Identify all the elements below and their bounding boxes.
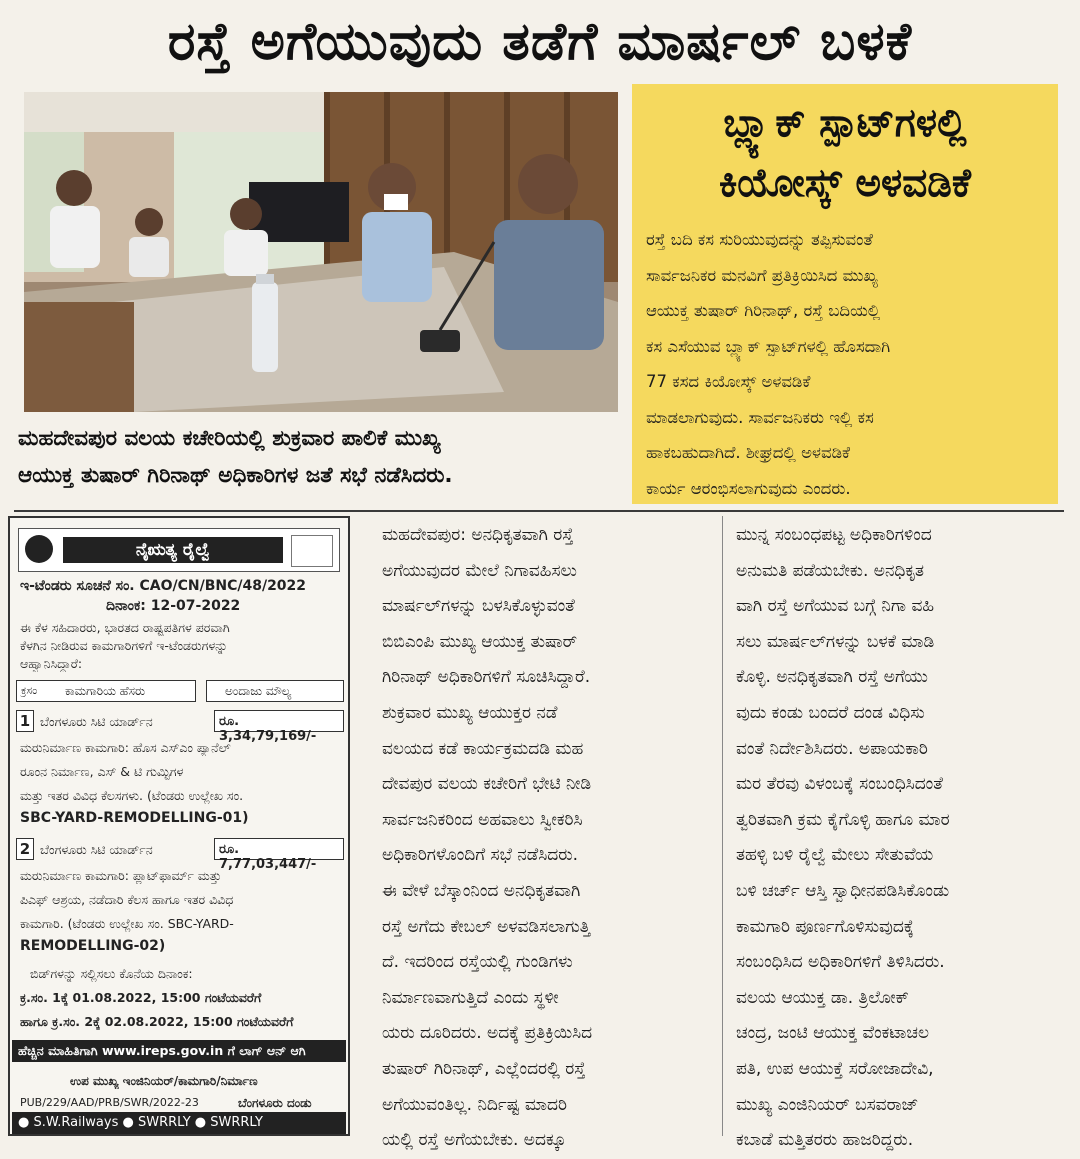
article-line: ದೆ. ಇದರಿಂದ ರಸ್ತೆಯಲ್ಲಿ ಗುಂಡಿಗಳು	[382, 952, 573, 973]
sidebar-body-line: ಸಾರ್ವಜನಿಕರ ಮನವಿಗೆ ಪ್ರತಿಕ್ರಿಯಿಸಿದ ಮುಖ್ಯ	[646, 265, 878, 285]
closing-line: ಹಾಗೂ ಕ್ರ.ಸಂ. 2ಕ್ಕೆ 02.08.2022, 15:00 ಗಂಟೆಯವರೆಗೆ	[20, 1014, 294, 1029]
article-line: ಬಿಬಿಎಂಪಿ ಮುಖ್ಯ ಆಯುಕ್ತ ತುಷಾರ್	[382, 631, 578, 652]
item-desc-line: ಮರುನಿರ್ಮಾಣ ಕಾಮಗಾರಿ: ಪ್ಲಾಟ್‌ಫಾರ್ಮ್ ಮತ್ತು	[20, 868, 222, 883]
article-line: ಕಾಮಗಾರಿ ಪೂರ್ಣಗೊಳಿಸುವುದಕ್ಕೆ	[736, 916, 914, 937]
sidebar-body-line: ರಸ್ತೆ ಬದಿ ಕಸ ಸುರಿಯುವುದನ್ನು ತಪ್ಪಿಸುವಂತೆ	[646, 230, 873, 249]
sidebar-heading-line: ಕಿಯೋಸ್ಕ್ ಅಳವಡಿಕೆ	[719, 161, 971, 206]
youtube-icon: ●	[194, 1115, 207, 1130]
article-line: ಗಿರಿನಾಥ್ ಅಧಿಕಾರಿಗಳಿಗೆ ಸೂಚಿಸಿದ್ದಾರೆ.	[382, 667, 591, 688]
item-name: ಬೆಂಗಳೂರು ಸಿಟಿ ಯಾರ್ಡ್‌ನ	[40, 842, 153, 857]
column-value-label: ಅಂದಾಜು ಮೌಲ್ಯ	[225, 684, 292, 698]
item-desc-line: ಕಾಮಗಾರಿ. (ಟೆಂಡರು ಉಲ್ಲೇಖ ಸಂ. SBC-YARD-	[20, 916, 234, 931]
article-line: ಚಂದ್ರ, ಜಂಟಿ ಆಯುಕ್ತ ವೆಂಕಟಾಚಲ	[736, 1023, 930, 1044]
item-reference: SBC-YARD-REMODELLING-01)	[20, 810, 249, 826]
article-line: ವಾಗಿ ರಸ್ತೆ ಅಗೆಯುವ ಬಗ್ಗೆ ನಿಗಾ ವಹಿ	[736, 596, 935, 617]
column-header-value	[206, 680, 344, 702]
sidebar-body-line: ಹಾಕಬಹುದಾಗಿದೆ. ಶೀಘ್ರದಲ್ಲಿ ಅಳವಡಿಕೆ	[646, 443, 851, 462]
railway-logo-icon	[25, 535, 53, 563]
social-handle: SWRRLY	[138, 1115, 191, 1130]
caption-line: ಮಹದೇವಪುರ ವಲಯ ಕಚೇರಿಯಲ್ಲಿ ಶುಕ್ರವಾರ ಪಾಲಿಕೆ ಮುಖ್ಯ	[18, 426, 441, 451]
tender-intro-line: ಕೆಳಗಿನ ನೀಡಿರುವ ಕಾಮಗಾರಿಗಳಿಗೆ ಇ-ಟೆಂಡರುಗಳನ್ನು	[20, 638, 228, 653]
article-line: ಕೊಳ್ಳಿ. ಅನಧಿಕೃತವಾಗಿ ರಸ್ತೆ ಅಗೆಯು	[736, 667, 928, 688]
article-line: ಈ ವೇಳೆ ಬೆಸ್ಕಾಂನಿಂದ ಅನಧಿಕೃತವಾಗಿ	[382, 880, 581, 901]
item-value: ರೂ. 7,77,03,447/-	[214, 838, 344, 860]
social-handle: S.W.Railways	[33, 1115, 119, 1130]
tender-intro-line: ಆಹ್ವಾನಿಸಿದ್ದಾರೆ:	[20, 656, 83, 671]
sidebar-heading	[632, 94, 1058, 214]
article-line: ತುಷಾರ್ ಗಿರಿನಾಥ್, ಎಲ್ಲೆಂದರಲ್ಲಿ ರಸ್ತೆ	[382, 1058, 586, 1079]
article-line: ನಿರ್ಮಾಣವಾಗುತ್ತಿದೆ ಎಂದು ಸ್ಥಳೀ	[382, 987, 559, 1008]
closing-line: ಕ್ರ.ಸಂ. 1ಕ್ಕೆ 01.08.2022, 15:00 ಗಂಟೆಯವರೆಗೆ	[20, 990, 262, 1005]
publication-ref: PUB/229/AAD/PRB/SWR/2022-23	[20, 1096, 199, 1109]
article-line: ದೇವಪುರ ವಲಯ ಕಚೇರಿಗೆ ಭೇಟಿ ನೀಡಿ	[382, 774, 592, 795]
more-info-bar: ಹೆಚ್ಚಿನ ಮಾಹಿತಿಗಾಗಿ www.ireps.gov.in ಗೆ ಲಾಗ್ ಆನ್ ಆಗಿ	[12, 1040, 346, 1062]
article-line: ಯರು ದೂರಿದರು. ಅದಕ್ಕೆ ಪ್ರತಿಕ್ರಿಯಿಸಿದ	[382, 1023, 593, 1044]
closing-line: ಬಿಡ್‌ಗಳನ್ನು ಸಲ್ಲಿಸಲು ಕೊನೆಯ ದಿನಾಂಕ:	[30, 966, 193, 981]
article-line: ಕಬಾಡೆ ಮತ್ತಿತರರು ಹಾಜರಿದ್ದರು.	[736, 1130, 914, 1151]
item-desc-line: ಪಿಎಫ್ ಆಶ್ರಯ, ನಡೆದಾರಿ ಕೆಲಸ ಹಾಗೂ ಇತರ ವಿವಿಧ	[20, 892, 234, 907]
article-line: ತಹಳ್ಳಿ ಬಳಿ ರೈಲ್ವೆ ಮೇಲು ಸೇತುವೆಯ	[736, 845, 934, 866]
article-line: ಯಲ್ಲಿ ರಸ್ತೆ ಅಗೆಯಬೇಕು. ಅದಕ್ಕೂ	[382, 1130, 567, 1151]
article-column-2	[736, 518, 1064, 1159]
signatory: ಉಪ ಮುಖ್ಯ ಇಂಜಿನಿಯರ್/ಕಾಮಗಾರಿ/ನಿರ್ಮಾಣ	[70, 1074, 258, 1088]
meeting-photo	[24, 92, 618, 412]
sidebar-body-line: ಕಸ ಎಸೆಯುವ ಬ್ಲ್ಯಾಕ್ ಸ್ಪಾಟ್‌ಗಳಲ್ಲಿ ಹೊಸದಾಗಿ	[646, 336, 891, 356]
tender-notice	[8, 516, 350, 1136]
item-desc-line: ಮತ್ತು ಇತರ ವಿವಿಧ ಕೆಲಸಗಳು. (ಟೆಂಡರು ಉಲ್ಲೇಖ ಸಂ.	[20, 788, 244, 803]
article-line: ವಲಯದ ಕಡೆ ಕಾರ್ಯಕ್ರಮದಡಿ ಮಹ	[382, 738, 584, 759]
sidebar-body-line: ಮಾಡಲಾಗುವುದು. ಸಾರ್ವಜನಿಕರು ಇಲ್ಲಿ ಕಸ	[646, 407, 874, 427]
column-work-label: ಕಾಮಗಾರಿಯ ಹೆಸರು	[65, 684, 146, 698]
social-handle: SWRRLY	[210, 1115, 263, 1130]
article-column-1	[382, 518, 708, 1159]
item-name: ಬೆಂಗಳೂರು ಸಿಟಿ ಯಾರ್ಡ್‌ನ	[40, 714, 153, 729]
column-header-work	[16, 680, 196, 702]
tender-title: ನೈಋತ್ಯ ರೈಲ್ವೆ	[63, 537, 283, 563]
sidebar-body-line: 77 ಕಸದ ಕಿಯೋಸ್ಕ್ ಅಳವಡಿಕೆ	[646, 372, 811, 391]
article-line: ಅಗೆಯುವುದರ ಮೇಲೆ ನಿಗಾವಹಿಸಲು	[382, 560, 577, 581]
item-reference: REMODELLING-02)	[20, 938, 166, 954]
article-line: ಅಧಿಕಾರಿಗಳೊಂದಿಗೆ ಸಭೆ ನಡೆಸಿದರು.	[382, 845, 579, 866]
item-desc-line: ರೂಂನ ನಿರ್ಮಾಣ, ಎಸ್ & ಟಿ ಗುಮ್ಟಿಗಳ	[20, 764, 184, 779]
article-line: ಅನುಮತಿ ಪಡೆಯಬೇಕು. ಅನಧಿಕೃತ	[736, 560, 925, 581]
article-line: ಮುನ್ನ ಸಂಬಂಧಪಟ್ಟ ಅಧಿಕಾರಿಗಳಿಂದ	[736, 525, 932, 545]
article-line: ಶುಕ್ರವಾರ ಮುಖ್ಯ ಆಯುಕ್ತರ ನಡೆ	[382, 702, 558, 723]
article-line: ರಸ್ತೆ ಅಗೆದು ಕೇಬಲ್ ಅಳವಡಿಸಲಾಗುತ್ತಿ	[382, 916, 591, 937]
section-divider	[14, 510, 1064, 512]
tender-intro-line: ಈ ಕೆಳ ಸಹಿದಾರರು, ಭಾರತದ ರಾಷ್ಟ್ರಪತಿಗಳ ಪರವಾಗಿ	[20, 620, 230, 635]
article-line: ಮಹದೇವಪುರ: ಅನಧಿಕೃತವಾಗಿ ರಸ್ತೆ	[382, 525, 574, 545]
twitter-icon: ●	[122, 1115, 134, 1130]
article-line: ಮರ ತೆರವು ವಿಳಂಬಕ್ಕೆ ಸಂಬಂಧಿಸಿದಂತೆ	[736, 774, 943, 795]
facebook-icon: ●	[18, 1115, 30, 1130]
sidebar-body-line: ಕಾರ್ಯ ಆರಂಭಿಸಲಾಗುವುದು ಎಂದರು.	[646, 478, 851, 498]
article-line: ಮುಖ್ಯ ಎಂಜಿನಿಯರ್ ಬಸವರಾಜ್	[736, 1094, 919, 1115]
signatory-place: ಬೆಂಗಳೂರು ದಂಡು	[238, 1096, 312, 1110]
headline: ರಸ್ತೆ ಅಗೆಯುವುದು ತಡೆಗೆ ಮಾರ್ಷಲ್ ಬಳಕೆ	[167, 11, 913, 72]
article-line: ಸಂಬಂಧಿಸಿದ ಅಧಿಕಾರಿಗಳಿಗೆ ತಿಳಿಸಿದರು.	[736, 952, 945, 973]
article-line: ಪತಿ, ಉಪ ಆಯುಕ್ತೆ ಸರೋಜಾದೇವಿ,	[736, 1058, 934, 1079]
sidebar-body	[646, 222, 1050, 506]
article-line: ಮಾರ್ಷಲ್‌ಗಳನ್ನು ಬಳಸಿಕೊಳ್ಳುವಂತೆ	[382, 596, 575, 617]
article-line: ವಲಯ ಆಯುಕ್ತ ಡಾ. ತ್ರಿಲೋಕ್	[736, 987, 909, 1008]
item-number: 2	[16, 838, 34, 860]
sidebar-body-line: ಆಯುಕ್ತ ತುಷಾರ್ ಗಿರಿನಾಥ್, ರಸ್ತೆ ಬದಿಯಲ್ಲಿ	[646, 301, 881, 320]
article-line: ವಂತೆ ನಿರ್ದೇಶಿಸಿದರು. ಅಪಾಯಕಾರಿ	[736, 738, 928, 759]
article-line: ಬಳಿ ಚರ್ಚ್ ಆಸ್ತಿ ಸ್ವಾಧೀನಪಡಿಸಿಕೊಂಡು	[736, 880, 950, 901]
photo-caption	[18, 420, 630, 502]
article-line: ಅಗೆಯುವಂತಿಲ್ಲ. ನಿರ್ದಿಷ್ಟ ಮಾದರಿ	[382, 1094, 568, 1115]
tender-date: ದಿನಾಂಕ: 12-07-2022	[106, 598, 241, 614]
item-desc-line: ಮರುನಿರ್ಮಾಣ ಕಾಮಗಾರಿ: ಹೊಸ ಎಸ್‌ಎಂ ಪ್ಯಾನೆಲ್	[20, 740, 231, 755]
sidebar-box	[632, 84, 1058, 504]
item-number: 1	[16, 710, 34, 732]
column-divider	[722, 516, 723, 1136]
anniversary-logo-icon	[291, 535, 333, 567]
column-no-label: ಕ್ರಸಂ	[21, 684, 38, 697]
article-line: ಸಲು ಮಾರ್ಷಲ್‌ಗಳನ್ನು ಬಳಕೆ ಮಾಡಿ	[736, 631, 935, 652]
tender-notice-number: ಇ-ಟೆಂಡರು ಸೂಚನೆ ಸಂ. CAO/CN/BNC/48/2022	[20, 578, 307, 594]
social-bar	[12, 1112, 346, 1134]
caption-line: ಆಯುಕ್ತ ತುಷಾರ್ ಗಿರಿನಾಥ್ ಅಧಿಕಾರಿಗಳ ಜತೆ ಸಭೆ ನಡೆಸಿದರು.	[18, 463, 453, 488]
sidebar-heading-line: ಬ್ಲ್ಯಾಕ್ ಸ್ಪಾಟ್‌ಗಳಲ್ಲಿ	[723, 101, 967, 146]
article-line: ಸಾರ್ವಜನಿಕರಿಂದ ಅಹವಾಲು ಸ್ವೀಕರಿಸಿ	[382, 809, 583, 830]
item-value: ರೂ. 3,34,79,169/-	[214, 710, 344, 732]
tender-header	[18, 528, 340, 572]
article-line: ತ್ವರಿತವಾಗಿ ಕ್ರಮ ಕೈಗೊಳ್ಳಿ ಹಾಗೂ ಮಾರ	[736, 809, 950, 830]
article-line: ವುದು ಕಂಡು ಬಂದರೆ ದಂಡ ವಿಧಿಸು	[736, 702, 925, 723]
